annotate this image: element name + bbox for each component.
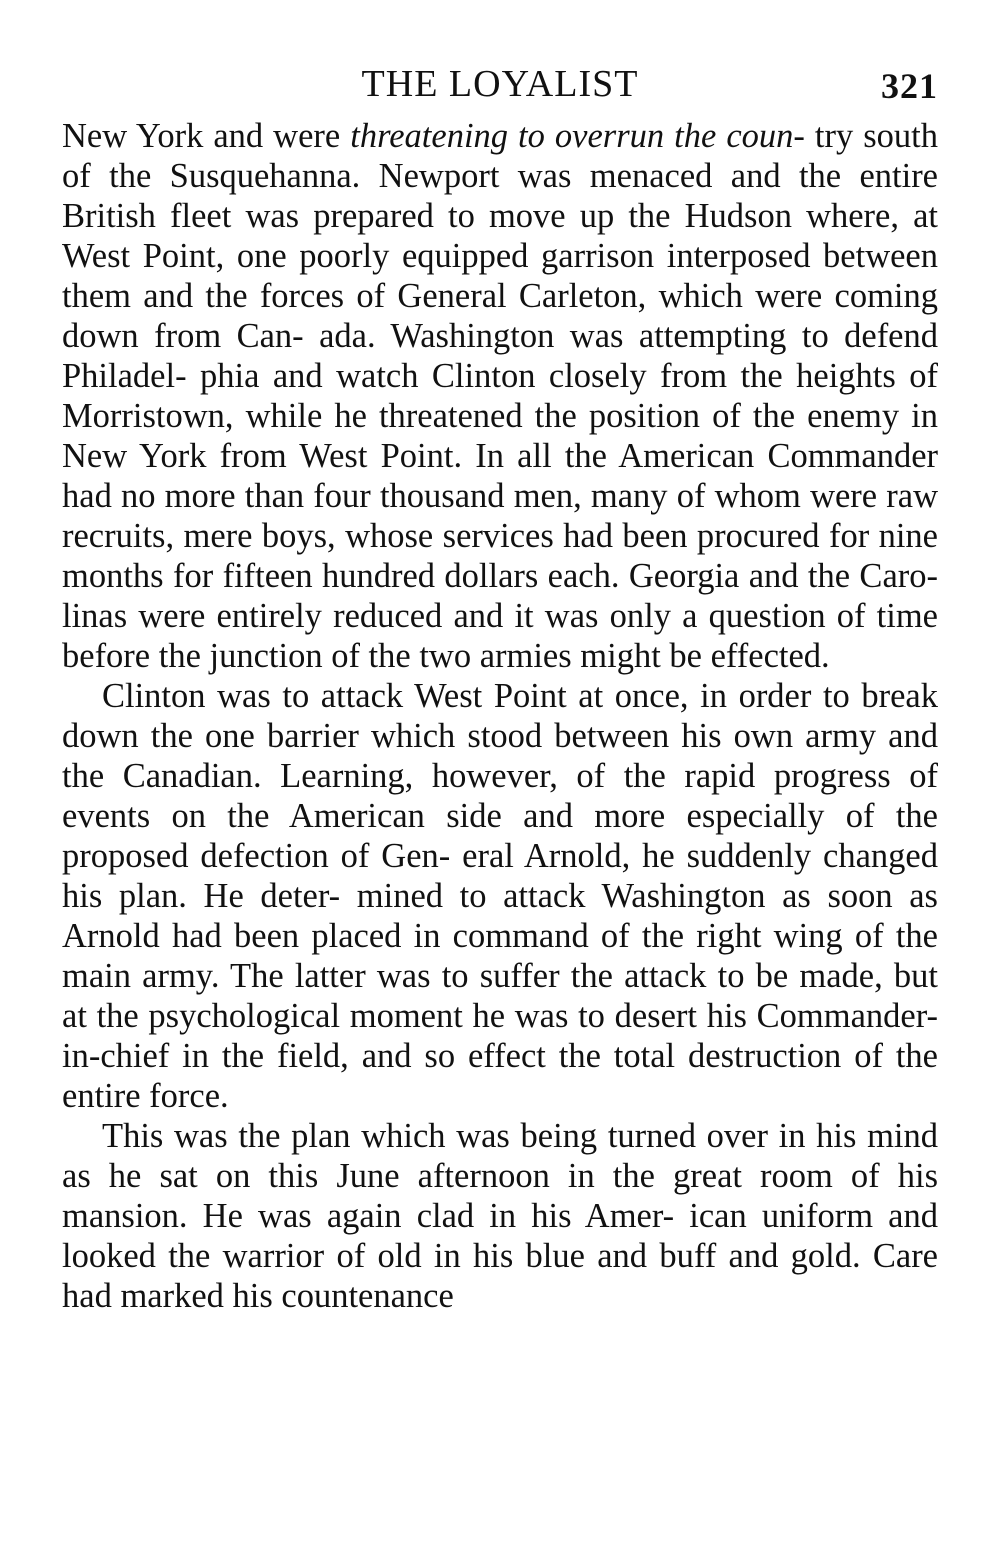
paragraph-2-text: Clinton was to attack West Point at once, in order to break down the one barrier which stood between his own army and the Canadian. Learning, however, of the rapid progress of events on the American side and more especially of the proposed defection of Gen- eral Arnold, he suddenly changed his plan. He deter- mined to attack Washington as soon as Arnold had been placed in command of the right wing of the main army. The latter was to suffer the attack to be made, but at the psychological moment he was to desert his Commander-in-chief in the field, and so effect the total destruction of the entire force. <box>62 677 938 1115</box>
book-page <box>62 60 938 1316</box>
paragraph-3 <box>62 1116 938 1316</box>
paragraph-3-text: This was the plan which was being turned over in his mind as he sat on this June afternoon in the great room of his mansion. He was again clad in his Amer- ican uniform and looked the warrior of old in his blue and buff and gold. Care had marked his countenance <box>62 1117 938 1315</box>
paragraph-1-segment-2-italic: threatening to overrun the coun- <box>350 117 805 155</box>
running-title: THE LOYALIST <box>361 63 639 105</box>
paragraph-2 <box>62 676 938 1116</box>
paragraph-1-segment-1: New York and were <box>62 117 351 155</box>
paragraph-1 <box>62 116 938 676</box>
page-number: 321 <box>881 66 938 106</box>
paragraph-1-segment-3: try south of the Susquehanna. Newport was menaced and the entire British fleet was prepared to move up the Hudson where, at West Point, one poorly equipped garrison interposed between them and the forces of General Carleton, which were coming down from Can- ada. Washington was attempting to defend Philadel- phia and watch Clinton closely from the heights of Morristown, while he threatened the position of the enemy in New York from West Point. In all the American Commander had no more than four thousand men, many of whom were raw recruits, mere boys, whose services had been procured for nine months for fifteen hundred dollars each. Georgia and the Caro- linas were entirely reduced and it was only a question of time before the junction of the two armies might be effected. <box>62 117 939 675</box>
running-header <box>62 60 938 108</box>
body-text <box>62 116 938 1316</box>
